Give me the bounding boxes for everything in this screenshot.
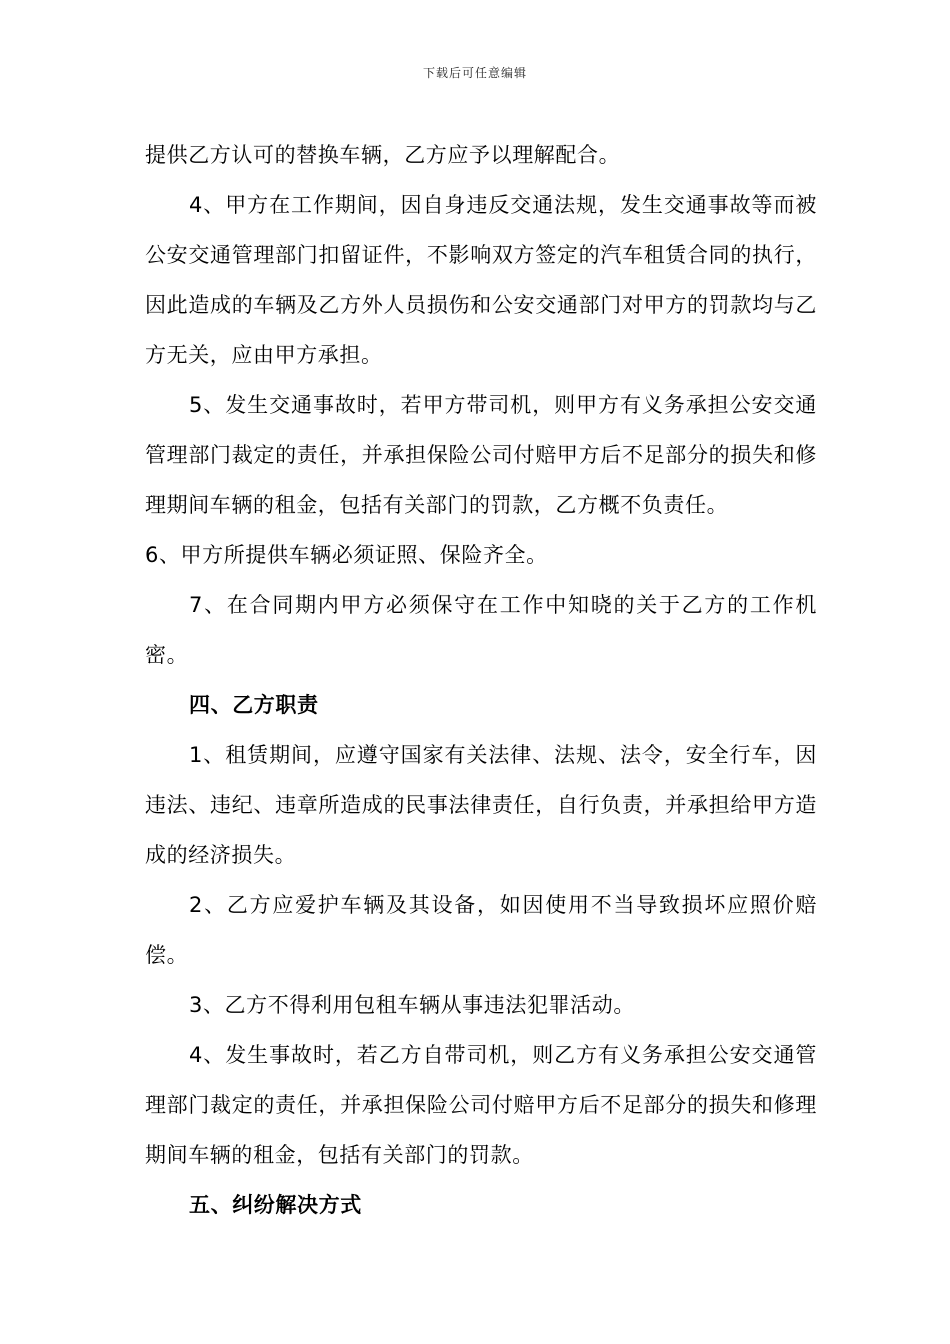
section-heading-party-b-duties: 四、乙方职责 [189, 693, 319, 717]
paragraph-party-a-item-4: 4、甲方在工作期间，因自身违反交通法规，发生交通事故等而被公安交通管理部门扣留证件，不影响双方签定的汽车租赁合同的执行，因此造成的车辆及乙方外人员损伤和公安交通部门对甲方的罚款均与乙方无关，应由甲方承担。 [145, 193, 817, 367]
section-heading-dispute-resolution: 五、纠纷解决方式 [189, 1193, 362, 1217]
page-header-note: 下载后可任意编辑 [422, 66, 527, 80]
paragraph-party-b-item-1: 1、租赁期间，应遵守国家有关法律、法规、法令，安全行车，因违法、违纪、违章所造成的民事法律责任，自行负责，并承担给甲方造成的经济损失。 [145, 743, 817, 867]
paragraph-party-b-item-2: 2、乙方应爱护车辆及其设备，如因使用不当导致损坏应照价赔偿。 [145, 893, 817, 967]
paragraph-continuation: 提供乙方认可的替换车辆，乙方应予以理解配合。 [145, 143, 621, 167]
paragraph-party-b-item-4: 4、发生事故时，若乙方自带司机，则乙方有义务承担公安交通管理部门裁定的责任，并承担保险公司付赔甲方后不足部分的损失和修理期间车辆的租金，包括有关部门的罚款。 [145, 1043, 817, 1167]
paragraph-party-a-item-5: 5、发生交通事故时，若甲方带司机，则甲方有义务承担公安交通管理部门裁定的责任，并承担保险公司付赔甲方后不足部分的损失和修理期间车辆的租金，包括有关部门的罚款，乙方概不负责任。 [145, 393, 817, 517]
paragraph-party-a-item-6: 6、甲方所提供车辆必须证照、保险齐全。 [145, 543, 548, 567]
document-body [145, 130, 817, 1230]
paragraph-party-b-item-3: 3、乙方不得利用包租车辆从事违法犯罪活动。 [189, 993, 635, 1017]
paragraph-party-a-item-7: 7、在合同期内甲方必须保守在工作中知晓的关于乙方的工作机密。 [145, 593, 817, 667]
